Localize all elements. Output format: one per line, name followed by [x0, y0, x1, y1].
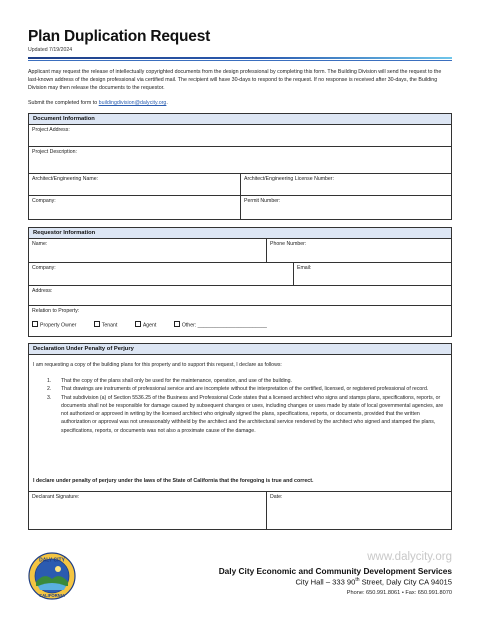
field-label: Declarant Signature: [32, 494, 80, 500]
perjury-statement: I declare under penalty of perjury under the laws of the State of California that the foregoing is true and correct. [33, 478, 314, 484]
project-description-row [29, 147, 451, 174]
tenant-checkbox[interactable] [94, 321, 118, 329]
phone-fax: Phone: 650.991.8061 • Fax: 650.991.8070 [346, 590, 452, 596]
requestor-company-field[interactable] [29, 263, 293, 285]
architect-name-field[interactable] [29, 174, 240, 195]
option-label: Tenant [101, 322, 118, 329]
header-rule [28, 57, 452, 59]
document-information-section [28, 113, 452, 220]
project-address-row [29, 125, 451, 147]
signature-row [29, 492, 451, 529]
submit-instruction [28, 100, 168, 106]
department-name: Daly City Economic and Community Development Services [218, 566, 452, 576]
checkbox-icon [135, 321, 141, 327]
field-label: Permit Number: [244, 198, 281, 204]
option-label: Property Owner [40, 322, 77, 329]
declaration-section [28, 343, 452, 530]
field-label: Email: [297, 265, 312, 271]
name-phone-row [29, 239, 451, 263]
checkbox-icon [32, 321, 38, 327]
property-owner-checkbox[interactable] [32, 321, 76, 329]
list-item [47, 394, 449, 435]
phone-number-field[interactable] [266, 239, 451, 262]
seal-text-bottom: CALIFORNIA [39, 593, 65, 598]
option-label: Agent [142, 322, 157, 329]
list-number: 3. [47, 394, 52, 401]
submit-prefix: Submit the completed form to [28, 100, 99, 106]
architect-row [29, 174, 451, 196]
company-email-row [29, 263, 451, 286]
section-heading: Declaration Under Penalty of Perjury [29, 344, 451, 355]
checkbox-icon [94, 321, 100, 327]
checkbox-icon [174, 321, 180, 327]
field-label: Company: [32, 198, 56, 204]
field-label: Architect/Engineering License Number: [244, 176, 334, 182]
requestor-information-section [28, 227, 452, 337]
name-field[interactable] [29, 239, 266, 262]
option-label: Other: ________________________ [181, 322, 267, 329]
email-field[interactable] [293, 263, 451, 285]
website-text[interactable]: www.dalycity.org [367, 551, 452, 563]
seal-text-top: DALY CITY [39, 557, 65, 564]
daly-city-seal-logo [28, 552, 76, 600]
submit-suffix: . [166, 100, 168, 106]
requestor-address-field[interactable] [29, 286, 451, 305]
list-item-text: That drawings are instruments of professional service and are incomplete without the interpretation of the certified, licensed, or registered professional of record. [61, 386, 429, 393]
relation-options [32, 321, 448, 329]
list-number: 2. [47, 386, 52, 393]
page-title: Plan Duplication Request [28, 28, 211, 45]
project-description-field[interactable] [29, 147, 451, 173]
relation-row [29, 306, 451, 336]
declaration-body [29, 355, 451, 492]
date-field[interactable] [266, 492, 451, 529]
field-label: Date: [270, 494, 283, 500]
relation-label: Relation to Property: [32, 308, 80, 314]
list-item [47, 377, 449, 385]
declaration-lead: I am requesting a copy of the building plans for this property and to support this request, I declare as follows: [33, 362, 282, 368]
field-label: Name: [32, 241, 48, 247]
field-label: Project Description: [32, 149, 77, 155]
submit-email-link[interactable]: buildingdivision@dalycity.org [98, 100, 167, 106]
declarant-signature-field[interactable] [29, 492, 266, 529]
list-item-text: That subdivision (a) of Section 5536.25 of the Business and Professional Code states that a licensed architect who signs and stamps plans, specifications, reports, or documents shall not be responsible for damage caused by subsequent changes or uses, including changes or uses made by state of local governmental agencies, are not authorized or approved in writing by the licensed architect who originally signed the plans, specifications, reports, or documents, provided that the written authorization or approval was not unreasonably withheld by the architect and the architectural service rendered by the architect who signed and stamped the plans, specifications, reports, or documents was not also a proximate cause of the damage. [61, 394, 444, 434]
list-number: 1. [47, 378, 52, 384]
other-checkbox[interactable] [174, 321, 267, 329]
field-label: Company: [32, 265, 56, 271]
header-rule-thin [28, 60, 452, 61]
company-permit-row [29, 196, 451, 219]
declaration-list [47, 377, 449, 435]
field-label: Project Address: [32, 127, 70, 133]
field-label: Phone Number: [270, 241, 307, 247]
updated-date: Updated 7/19/2024 [28, 47, 73, 53]
list-item-text: That the copy of the plans shall only be used for the maintenance, operation, and use of the building. [61, 378, 292, 384]
list-item [47, 385, 449, 393]
project-address-field[interactable] [29, 125, 451, 146]
section-heading: Document Information [29, 114, 451, 125]
architect-license-field[interactable] [240, 174, 451, 195]
address-row [29, 286, 451, 306]
field-label: Address: [32, 288, 53, 294]
address-prefix: City Hall – 333 90 [295, 577, 356, 587]
field-label: Architect/Engineering Name: [32, 176, 99, 182]
intro-paragraph: Applicant may request the release of intellectually copyrighted documents from the design professional by completing this form. The Building Division will send the request to the last-known address of the design professional via certified mail. The recipient will have 30-days to respond to the request. If no response is received after 30-days, the Building Division may then release the documents to the requestor. [28, 69, 442, 92]
section-heading: Requestor Information [29, 228, 451, 239]
city-hall-address [295, 577, 452, 587]
agent-checkbox[interactable] [135, 321, 157, 329]
address-suffix: Street, Daly City CA 94015 [359, 577, 452, 587]
relation-field [29, 306, 451, 336]
company-field[interactable] [29, 196, 240, 219]
permit-number-field[interactable] [240, 196, 451, 219]
address-superscript: th [355, 577, 360, 583]
